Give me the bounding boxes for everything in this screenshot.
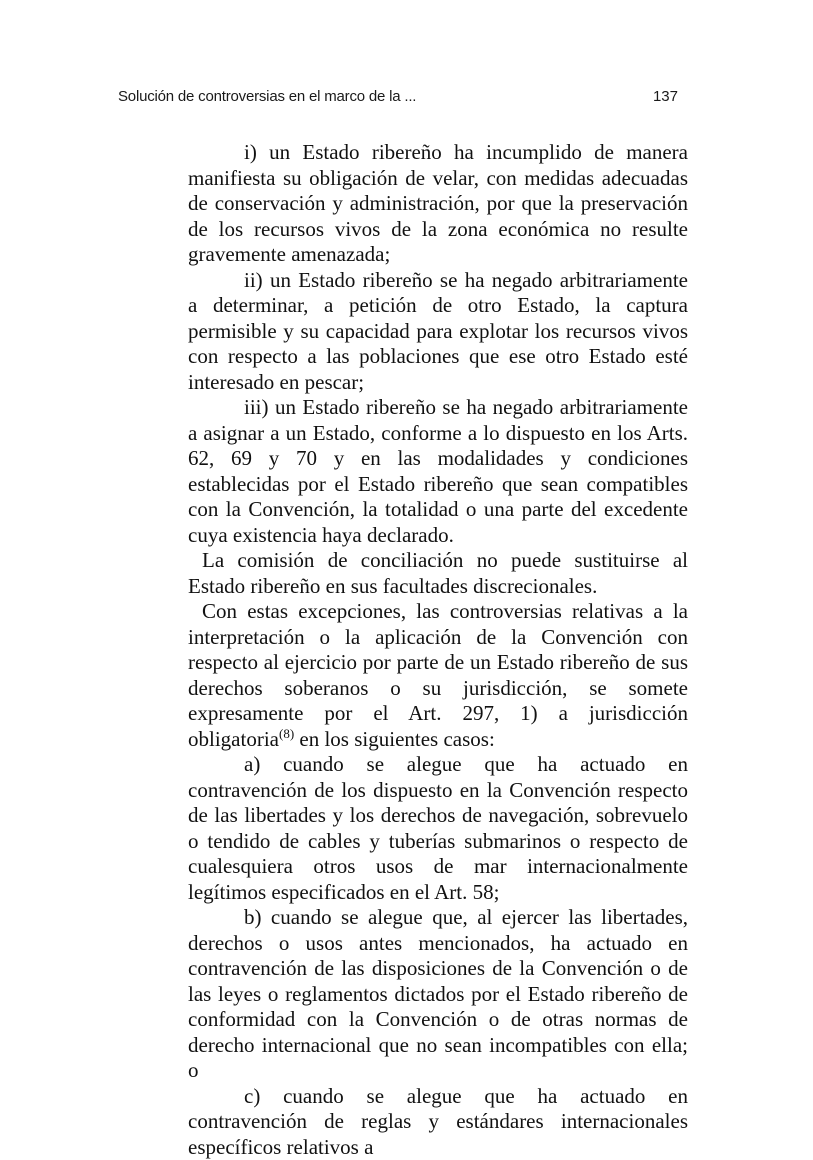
paragraph-exceptions-text-after: en los siguientes casos: [294,727,495,751]
paragraph-conciliation: La comisión de conciliación no puede sustituirse al Estado ribereño en sus facultades discrecionales. [188,548,688,599]
list-item-b: b) cuando se alegue que, al ejercer las libertades, derechos o usos antes mencionados, ha actuado en contravención de las disposiciones de la Convención o de las leyes o reglamentos dictados por el Estado ribereño de conformidad con la Convención o de otras normas de derecho internacional que no sean incompatibles con ella; o [188,905,688,1084]
footnote-reference[interactable]: (8) [279,726,294,741]
paragraph-exceptions-text-before: Con estas excepciones, las controversias relativas a la interpretación o la aplicación de la Convención con respecto al ejercicio por parte de un Estado ribereño de sus derechos soberanos o su jurisdicción, se somete expresamente por el Art. 297, 1) a jurisdicción obligatoria [188,599,688,751]
list-item-i: i) un Estado ribereño ha incumplido de manera manifiesta su obligación de velar, con medidas adecuadas de conservación y administración, por que la preservación de los recursos vivos de la zona económica no resulte gravemente amenazada; [188,140,688,268]
paragraph-exceptions [188,599,688,752]
running-title: Solución de controversias en el marco de la ... [118,88,416,105]
running-header [118,88,678,112]
page-number: 137 [653,88,678,105]
list-item-a: a) cuando se alegue que ha actuado en contravención de los dispuesto en la Convención respecto de las libertades y los derechos de navegación, sobrevuelo o tendido de cables y tuberías submarinos o respecto de cualesquiera otros usos de mar internacionalmente legítimos especificados en el Art. 58; [188,752,688,905]
list-item-c: c) cuando se alegue que ha actuado en contravención de reglas y estándares internacionales específicos relativos a [188,1084,688,1160]
list-item-iii: iii) un Estado ribereño se ha negado arbitrariamente a asignar a un Estado, conforme a lo dispuesto en los Arts. 62, 69 y 70 y en las modalidades y condiciones establecidas por el Estado ribereño que sean compatibles con la Convención, la totalidad o una parte del excedente cuya existencia haya declarado. [188,395,688,548]
body-text [188,140,688,1160]
list-item-ii: ii) un Estado ribereño se ha negado arbitrariamente a determinar, a petición de otro Estado, la captura permisible y su capacidad para explotar los recursos vivos con respecto a las poblaciones que ese otro Estado esté interesado en pescar; [188,268,688,396]
